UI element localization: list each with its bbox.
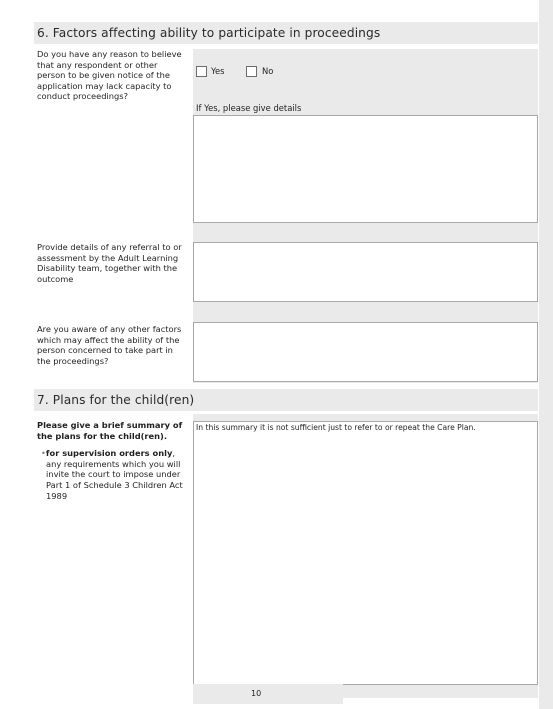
capacity-details-label: If Yes, please give details [196,103,302,113]
section-7-header [34,389,538,411]
section-6-title: 6. Factors affecting ability to participate in proceedings [37,26,381,40]
plans-question-label [37,420,187,501]
capacity-details-textbox[interactable] [193,115,538,223]
plans-requirement-item [37,448,187,501]
capacity-question-label: Do you have any reason to believe that any respondent or other person to be given notice of the application may lack capacity to conduct proceedings? [37,49,182,102]
requirements-text: , any requirements which you will invite the court to impose under Part 1 of Schedule 3 Children Act 1989 [46,448,183,501]
referral-question-label: Provide details of any referral to or assessment by the Adult Learning Disability team, together with the outcome [37,242,182,284]
plans-summary-hint: In this summary it is not sufficient just to refer to or repeat the Care Plan. [196,423,476,432]
section-7-title: 7. Plans for the child(ren) [37,393,195,407]
bullet-icon: • [41,448,46,459]
supervision-orders-note: for supervision orders only [45,448,173,459]
capacity-no-label: No [262,66,274,76]
section-6-header [34,22,538,44]
other-factors-question-label: Are you aware of any other factors which may affect the ability of the person concerned to take part in the proceedings? [37,324,182,366]
capacity-yes-label: Yes [211,66,225,76]
referral-details-textbox[interactable] [193,242,538,302]
capacity-yes-checkbox[interactable] [196,66,207,77]
page-margin-pattern [539,0,553,709]
other-factors-textbox[interactable] [193,322,538,382]
plans-question-heading: Please give a brief summary of the plans for the child(ren). [37,420,183,441]
page-number [193,684,343,704]
plans-summary-textbox[interactable] [193,421,538,685]
capacity-no-checkbox[interactable] [246,66,257,77]
page-number-text: 10 [251,689,262,698]
